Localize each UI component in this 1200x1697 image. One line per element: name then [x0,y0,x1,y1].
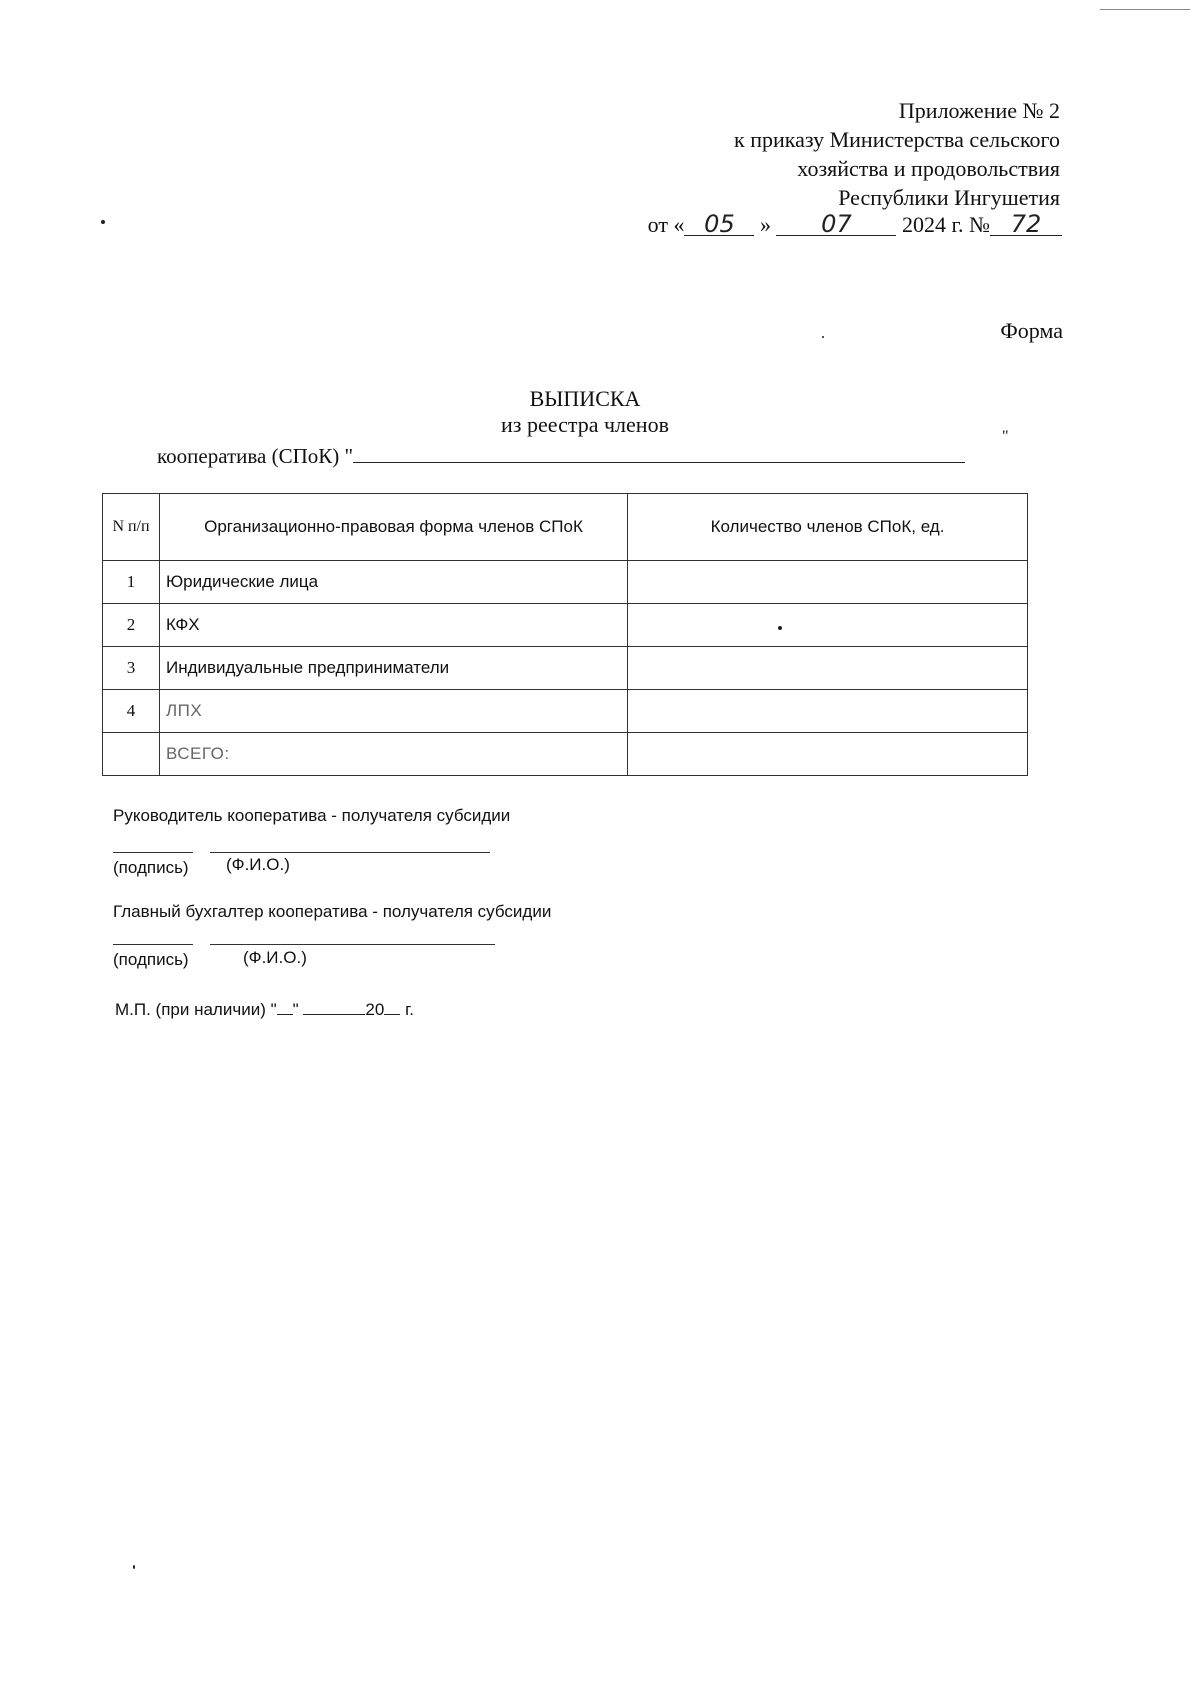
scan-speck [101,220,105,224]
table-total-row [103,733,1028,776]
row-member-count [628,647,1028,690]
document-subtitle: из реестра членов [501,412,669,437]
appendix-header [540,96,1060,212]
accountant-signature-label: Главный бухгалтер кооператива - получателя субсидии [113,902,552,921]
handwritten-day: 05 [684,213,754,236]
row-number: 2 [103,604,160,647]
scan-speck [778,626,782,630]
appendix-line-1: Приложение № 2 [898,98,1060,123]
scan-speck [133,1565,135,1569]
stamp-year: 20 [365,1000,385,1019]
accountant-fio-caption: (Ф.И.О.) [243,948,307,967]
row-legal-form: КФХ [160,604,628,647]
appendix-line-2: к приказу Министерства сельского [734,127,1060,152]
accountant-fio-line [210,944,495,945]
stamp-day-blank [277,1000,293,1015]
stamp-date-line [115,1000,414,1020]
accountant-sign-line [113,944,193,945]
header-member-count: Количество членов СПоК, ед. [628,494,1028,561]
accountant-sign-caption: (подпись) [113,950,189,969]
stamp-month-blank [303,1000,365,1015]
table-row [103,561,1028,604]
header-number: N п/п [103,494,160,561]
head-fio-line [210,852,490,853]
top-edge-rule [1100,9,1190,10]
form-label: Форма [1000,318,1063,343]
appendix-line-3: хозяйства и продовольствия [797,156,1060,181]
row-number: 1 [103,561,160,604]
table-row [103,604,1028,647]
row-member-count [628,690,1028,733]
row-legal-form: Индивидуальные предприниматели [160,647,628,690]
cooperative-name-line [157,444,965,469]
table-header-row [103,494,1028,561]
row-member-count [628,561,1028,604]
scan-speck [822,336,824,338]
row-legal-form: Юридические лица [160,561,628,604]
stamp-mid: " [292,1000,299,1019]
appendix-line-4: Республики Ингушетия [838,185,1060,210]
head-fio-caption: (Ф.И.О.) [226,855,290,874]
head-signature-label: Руководитель кооператива - получателя субсидии [113,806,511,825]
document-title: ВЫПИСКА [529,386,641,411]
cooperative-name-blank [353,444,965,463]
row-number: 4 [103,690,160,733]
cooperative-close-quote: " [1002,428,1009,445]
cooperative-label: кооператива (СПоК) " [157,444,354,468]
row-total-label: ВСЕГО: [160,733,628,776]
header-legal-form: Организационно-правовая форма членов СПоК [160,494,628,561]
date-mid: » [759,212,771,237]
row-number: 3 [103,647,160,690]
handwritten-month: 07 [776,213,896,236]
head-sign-caption: (подпись) [113,858,189,877]
date-year: 2024 г. № [901,212,990,237]
table-row [103,690,1028,733]
members-register-table [102,493,1028,776]
order-date-line [648,212,1062,238]
table-row [103,647,1028,690]
head-sign-line [113,852,193,853]
date-prefix: от « [647,212,685,237]
row-total-count [628,733,1028,776]
stamp-year-blank [384,1000,400,1015]
row-legal-form: ЛПХ [160,690,628,733]
stamp-label: М.П. (при наличии) " [115,1000,277,1019]
row-member-count [628,604,1028,647]
stamp-suffix: г. [405,1000,414,1019]
row-number [103,733,160,776]
handwritten-order-number: 72 [990,213,1062,236]
